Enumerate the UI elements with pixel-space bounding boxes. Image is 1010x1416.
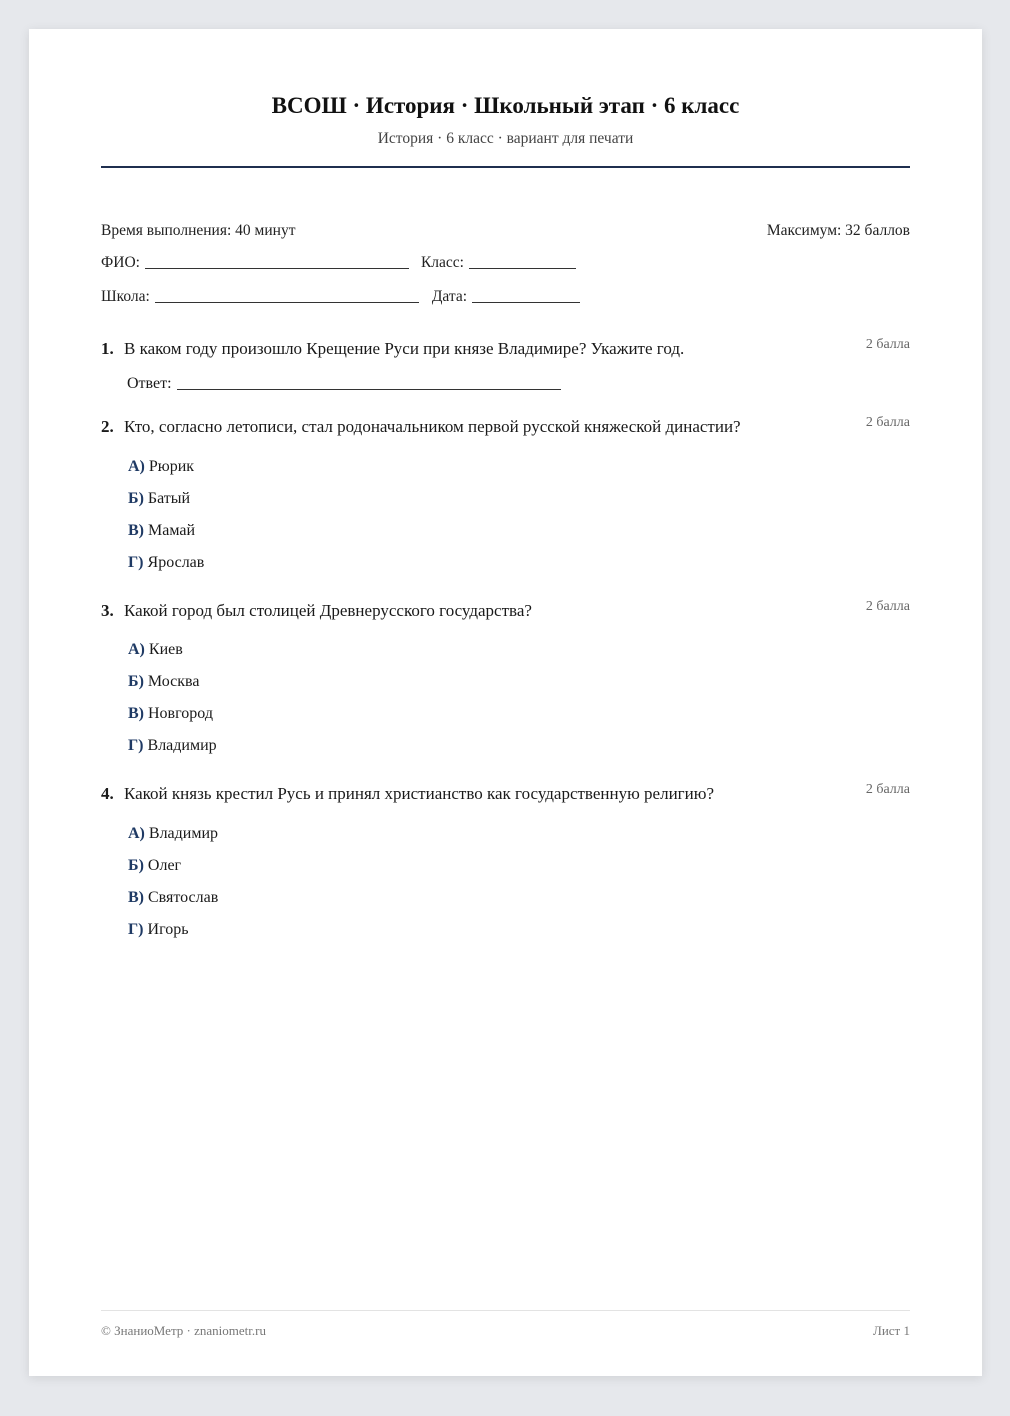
option-text: Игорь <box>147 921 189 938</box>
question-header <box>101 784 910 804</box>
question-points: 2 балла <box>865 782 910 797</box>
option-text: Олег <box>147 857 182 874</box>
question-header <box>101 601 910 621</box>
option-b[interactable] <box>128 672 217 704</box>
option-text: Ярослав <box>147 554 205 571</box>
option-text: Москва <box>147 673 200 690</box>
option-letter: А) <box>128 458 145 475</box>
option-c[interactable] <box>128 704 217 736</box>
footer-page-number: Лист 1 <box>873 1323 910 1338</box>
date-field[interactable] <box>472 301 580 303</box>
option-a[interactable] <box>128 824 218 856</box>
school-date-row <box>101 288 910 306</box>
option-letter: Б) <box>128 857 144 874</box>
option-text: Рюрик <box>148 458 195 475</box>
option-letter: В) <box>128 889 144 906</box>
page-title: ВСОШ · История · Школьный этап · 6 класс <box>271 93 740 118</box>
option-letter: А) <box>128 641 145 658</box>
answer-row <box>127 375 561 393</box>
question-text: В каком году произошло Крещение Руси при князе Владимире? Укажите год. <box>124 339 685 358</box>
option-d[interactable] <box>128 553 204 585</box>
question-3 <box>101 599 910 754</box>
option-list <box>128 457 204 585</box>
footer-divider <box>101 1310 910 1311</box>
question-points: 2 балла <box>865 599 910 614</box>
sheet-content <box>101 29 910 1376</box>
question-1 <box>101 337 910 392</box>
option-text: Батый <box>147 490 191 507</box>
option-a[interactable] <box>128 457 204 489</box>
time-limit: Время выполнения: 40 минут <box>101 222 296 239</box>
fio-label: ФИО: <box>101 254 140 271</box>
question-text: Какой князь крестил Русь и принял христианство как государственную религию? <box>124 784 714 803</box>
option-list <box>128 824 218 952</box>
question-text: Кто, согласно летописи, стал родоначальником первой русской княжеской династии? <box>124 417 741 436</box>
option-text: Мамай <box>148 522 196 539</box>
class-label: Класс: <box>420 254 464 271</box>
option-letter: В) <box>128 522 144 539</box>
school-label: Школа: <box>101 288 150 305</box>
name-class-row <box>101 254 910 272</box>
option-text: Владимир <box>148 825 219 842</box>
footer-copyright: © ЗнаниоМетр · znaniometr.ru <box>101 1323 266 1338</box>
question-points: 2 балла <box>865 337 910 352</box>
option-b[interactable] <box>128 856 218 888</box>
option-letter: Б) <box>128 490 144 507</box>
option-text: Святослав <box>148 889 219 906</box>
option-letter: Г) <box>128 737 144 754</box>
question-header <box>101 417 910 437</box>
option-c[interactable] <box>128 521 204 553</box>
question-number: 1. <box>101 339 114 358</box>
date-label: Дата: <box>431 288 468 305</box>
question-4 <box>101 782 910 938</box>
question-number: 3. <box>101 601 114 620</box>
max-score: Максимум: 32 баллов <box>766 222 910 239</box>
answer-field[interactable] <box>177 388 561 390</box>
option-list <box>128 640 217 768</box>
option-letter: Г) <box>128 554 144 571</box>
question-points: 2 балла <box>865 415 910 430</box>
option-text: Владимир <box>147 737 217 754</box>
option-letter: А) <box>128 825 145 842</box>
exam-sheet <box>29 29 982 1376</box>
class-field[interactable] <box>469 267 576 269</box>
question-2 <box>101 415 910 571</box>
option-d[interactable] <box>128 736 217 768</box>
option-d[interactable] <box>128 920 218 952</box>
option-text: Киев <box>148 641 183 658</box>
option-letter: В) <box>128 705 144 722</box>
question-number: 2. <box>101 417 114 436</box>
option-b[interactable] <box>128 489 204 521</box>
school-field[interactable] <box>155 301 419 303</box>
option-letter: Г) <box>128 921 144 938</box>
question-number: 4. <box>101 784 114 803</box>
option-c[interactable] <box>128 888 218 920</box>
option-text: Новгород <box>148 705 213 722</box>
question-text: Какой город был столицей Древнерусского государства? <box>124 601 532 620</box>
header-divider <box>101 166 910 168</box>
question-header <box>101 339 910 359</box>
option-a[interactable] <box>128 640 217 672</box>
fio-field[interactable] <box>145 267 409 269</box>
page-subtitle: История · 6 класс · вариант для печати <box>377 130 634 147</box>
option-letter: Б) <box>128 673 144 690</box>
answer-label: Ответ: <box>127 375 172 392</box>
